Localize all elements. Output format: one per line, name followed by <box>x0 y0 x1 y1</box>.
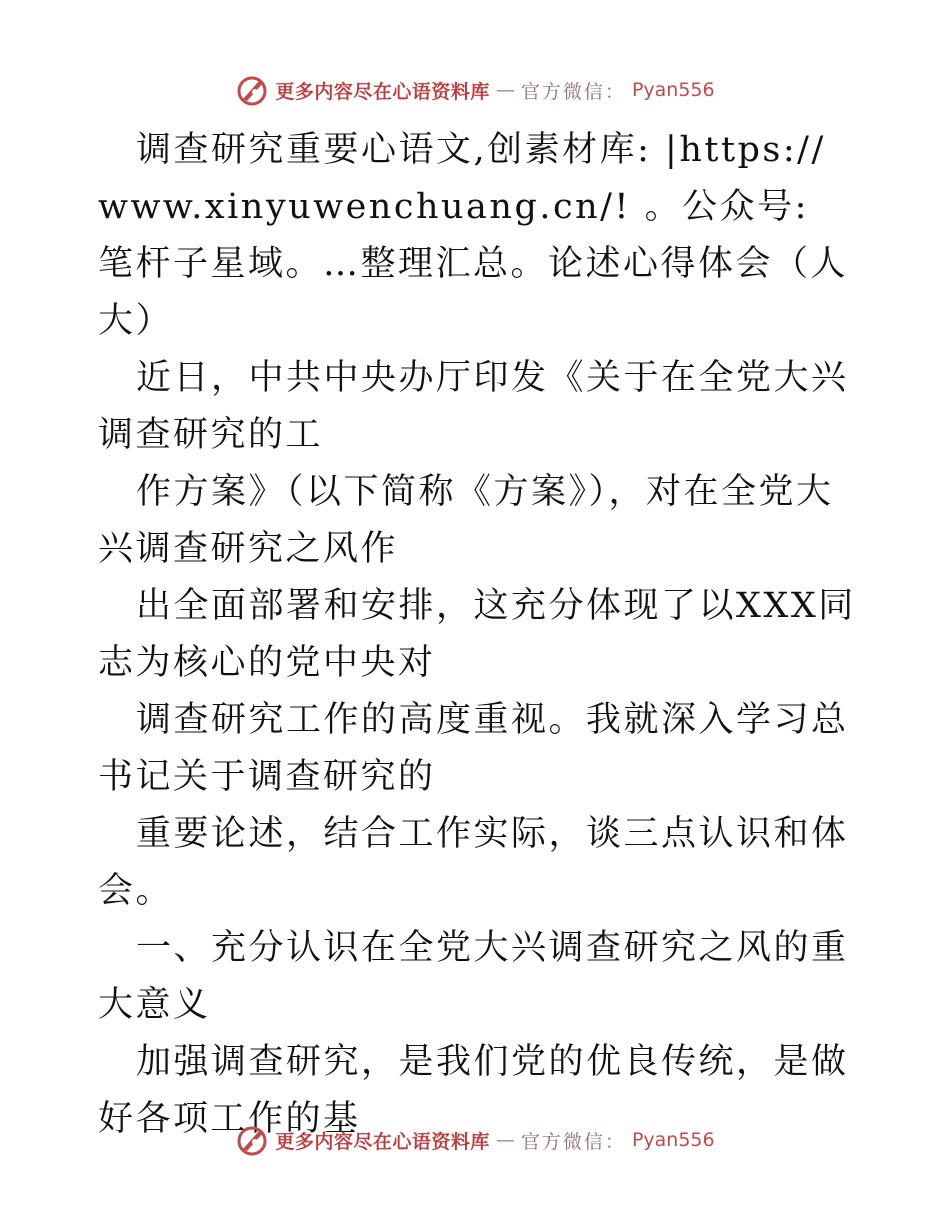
watermark-dash: — <box>495 1129 515 1151</box>
paragraph-5: 调查研究工作的高度重视。我就深入学习总书记关于调查研究的 <box>98 700 849 797</box>
document-body <box>98 122 858 1148</box>
section-heading-1: 一、充分认识在全党大兴调查研究之风的重大意义 <box>98 928 849 1025</box>
watermark-wechat-id: Pyan556 <box>631 79 715 101</box>
watermark-brand: 更多内容尽在心语资料库 <box>275 1130 490 1153</box>
header-watermark <box>0 70 950 110</box>
footer-watermark <box>0 1120 950 1160</box>
watermark-brand: 更多内容尽在心语资料库 <box>275 80 490 103</box>
watermark-wechat-label: 官方微信： <box>520 1130 626 1153</box>
paragraph-4: 出全面部署和安排，这充分体现了以XXX同志为核心的党中央对 <box>98 586 856 683</box>
paragraph-3: 作方案》（以下简称《方案》），对在全党大兴调查研究之风作 <box>98 472 834 569</box>
paragraph-6: 重要论述，结合工作实际，谈三点认识和体会。 <box>98 814 849 911</box>
watermark-wechat-label: 官方微信： <box>520 80 626 103</box>
watermark-dash: — <box>495 79 515 101</box>
watermark-wechat-id: Pyan556 <box>631 1129 715 1151</box>
paragraph-intro: 调查研究重要心语文,创素材库: |https:// www.xinyuwenchuang.cn/! 。公众号: 笔杆子星域。…整理汇总。论述心得体会（人大） <box>98 130 849 341</box>
paragraph-2: 近日，中共中央办厅印发《关于在全党大兴调查研究的工 <box>98 358 849 455</box>
quill-pen-logo-icon <box>235 73 269 107</box>
quill-pen-logo-icon <box>235 1123 269 1157</box>
paragraph-8: 加强调查研究，是我们党的优良传统，是做好各项工作的基 <box>98 1042 849 1139</box>
